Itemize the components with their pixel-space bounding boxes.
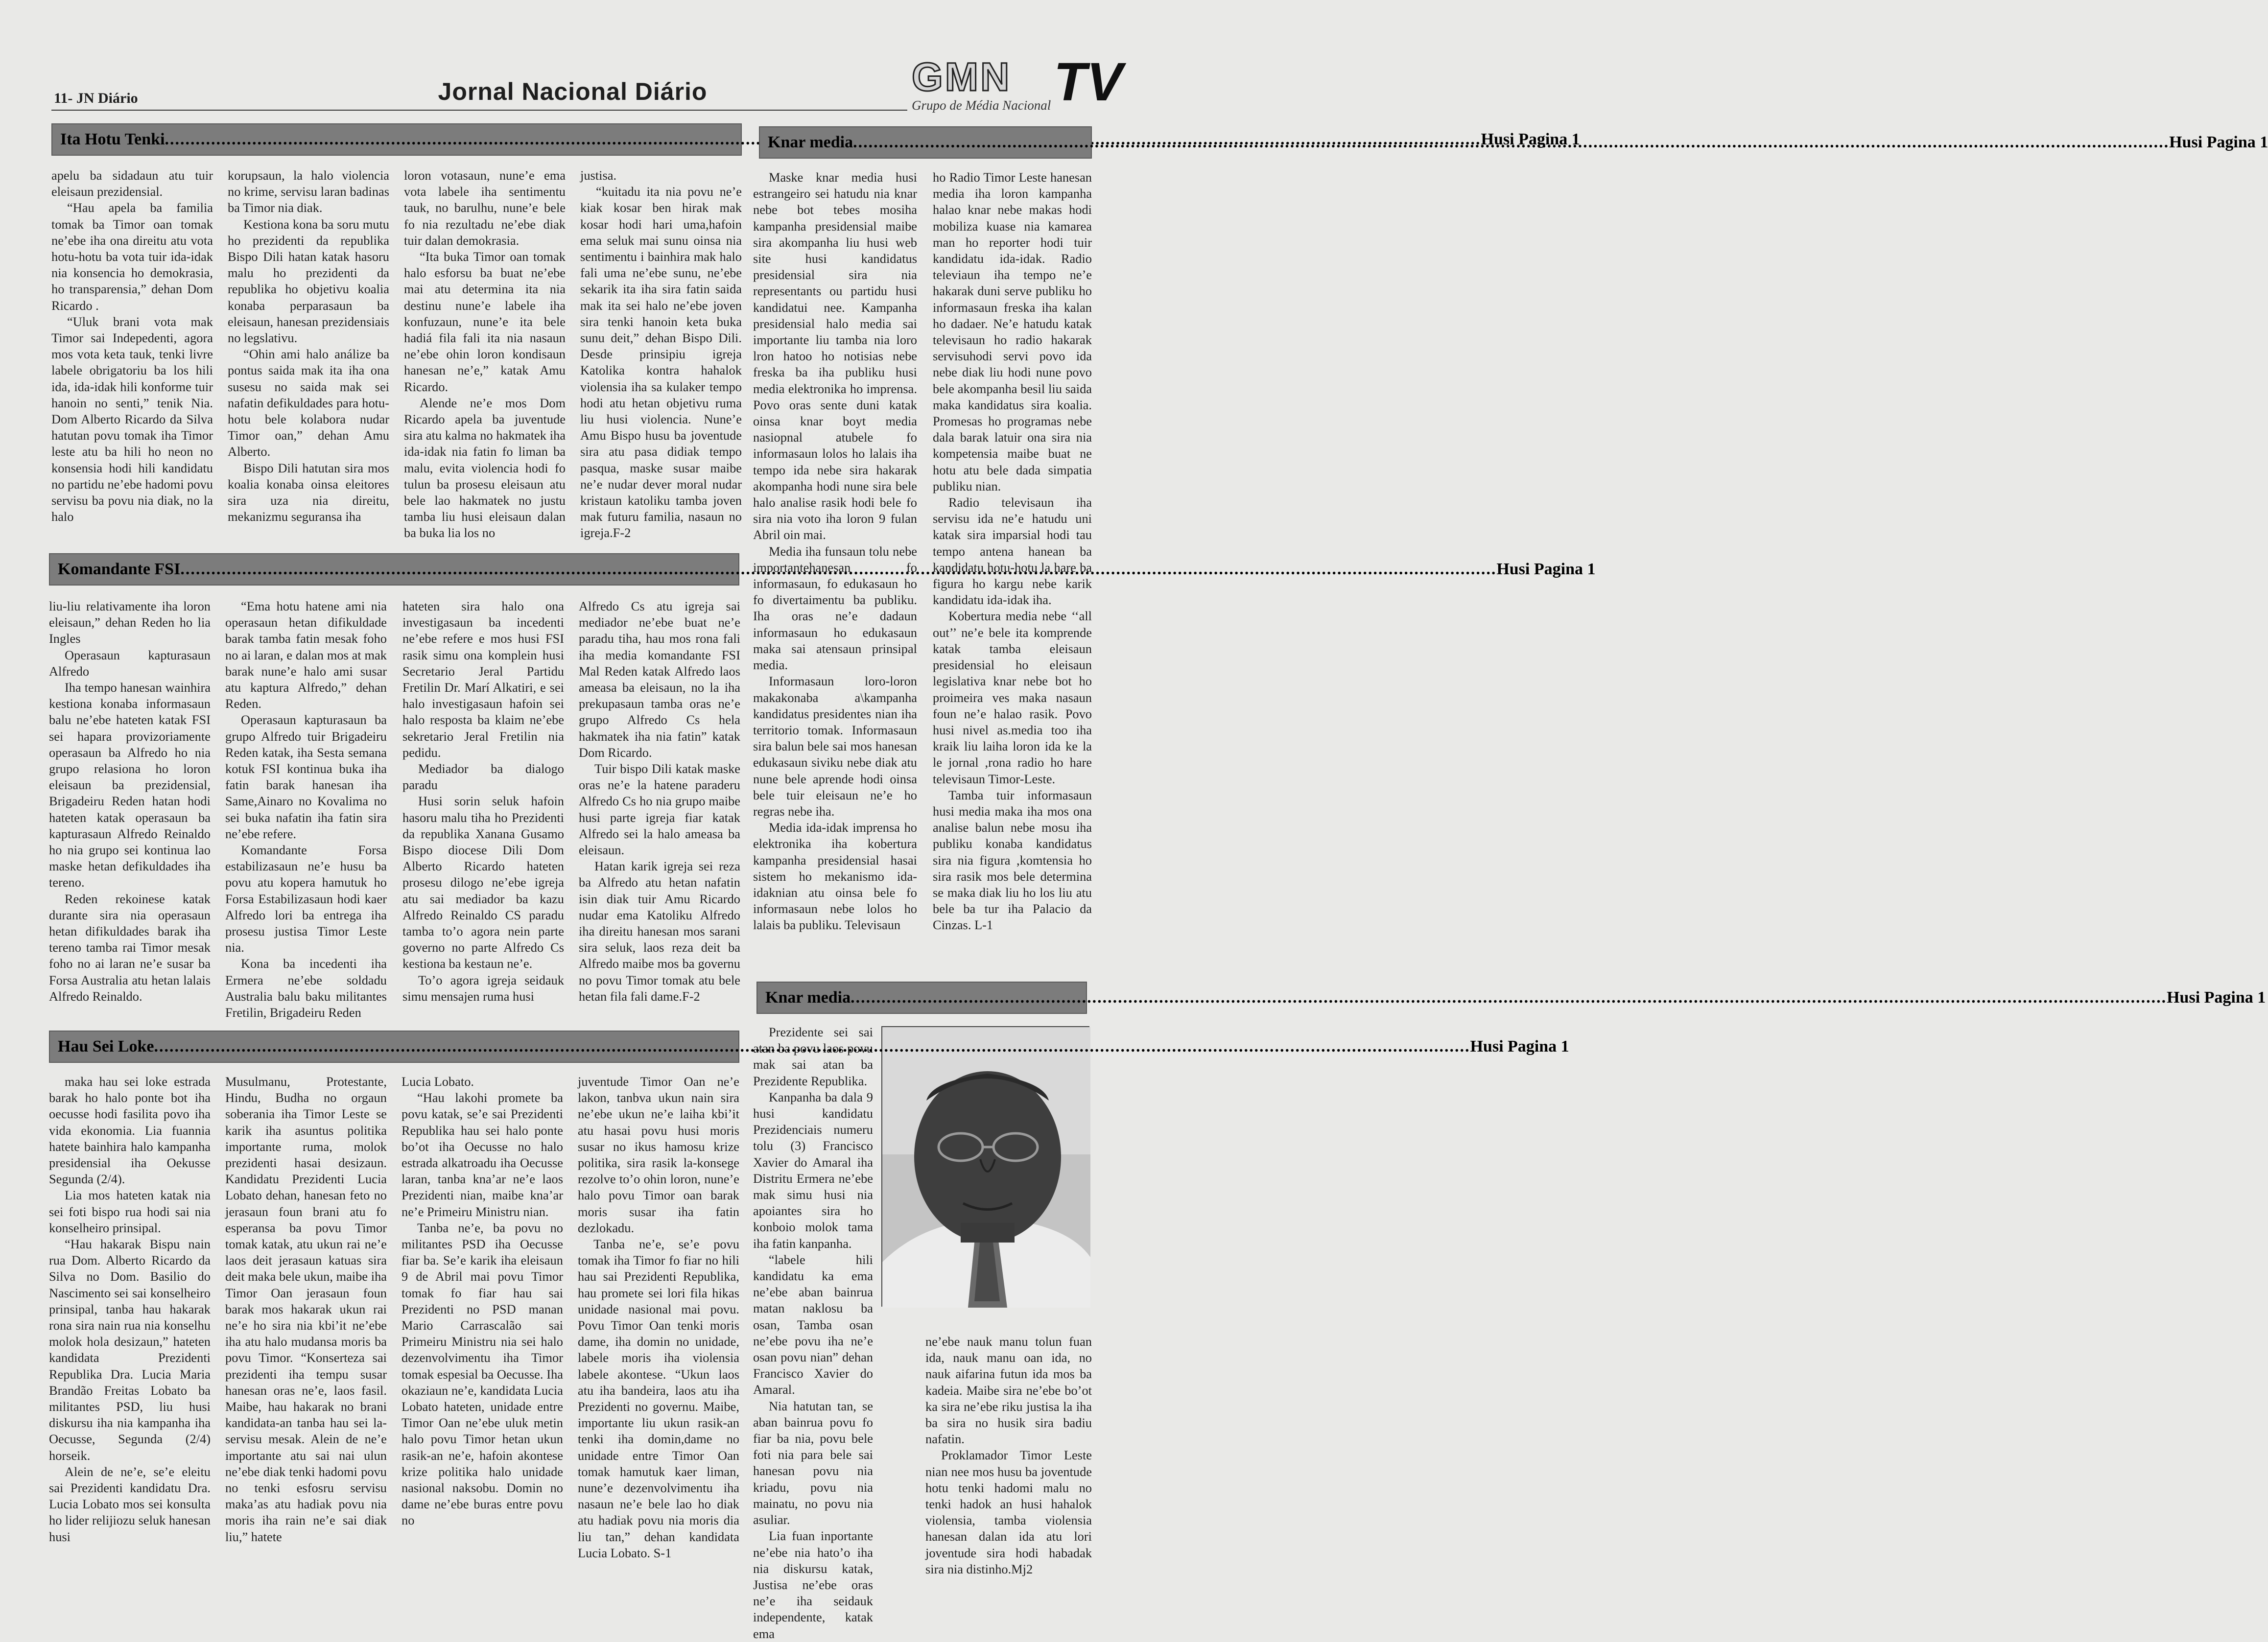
paragraph: Operasaun kapturasaun ba grupo Alfredo tuir Brigadeiru Reden katak, iha Sesta semana kotuk FSI kontinua buka iha fatin barak hanesan iha Same,Ainaro no Kovalima no sei buka nafatin iha fatin sira ne’ebe refere. <box>225 712 387 841</box>
section-bar-komandante-fsi <box>49 553 1596 586</box>
paragraph: korupsaun, la halo violencia no krime, servisu laran badinas ba Timor nia diak. <box>228 168 389 215</box>
page-reference: Husi Pagina 1 <box>1481 130 1580 148</box>
paragraph: Reden rekoinese katak durante sira nia operasaun hetan difikuldades barak iha tereno tamba rai Timor mesak foho no ai laran ne’e susar ba Forsa Australia atu hetan lalais Alfredo Reinaldo. <box>49 891 211 1004</box>
paragraph: Tuir bispo Dili katak maske oras ne’e la hatene paraderu Alfredo Cs ho nia grupo maibe husi parte igreja fiar katak Alfredo sei la halo ameasa ba eleisaun. <box>579 761 740 858</box>
paragraph: Tamba tuir informasaun husi media maka iha mos ona analise balun nebe mosu iha publiku konaba kandidatus sira nia figura ,komtensia ho sira rasik mos bele determina se maka diak liu ho los liu atu bele ba tur iha Palacio da Cinzas. L-1 <box>933 787 1092 933</box>
paragraph: “Hau lakohi promete ba povu katak, se’e sai Prezidenti Republika hau sei halo ponte bo’ot iha Oecusse no halo estrada alkatroadu iha Oecusse laran, tanba kna’ar ne’e laos Prezidenti nian, maibe kna’ar ne’e Primeiru Ministru nian. <box>402 1090 563 1219</box>
section-title: Knar media <box>768 133 853 151</box>
article-column <box>49 1074 211 1589</box>
paragraph: Husi sorin seluk hafoin hasoru malu tiha ho Prezidenti da republika Xanana Gusamo Bispo diocese Dili Dom Alberto Ricardo hateten prosesu dilogo ne’ebe igreja atu sai mediador ba kazu Alfredo Reinaldo CS paradu tamba to’o agora nein parte governo no parte Alfredo Cs kestiona ba kestaun ne’e. <box>402 794 564 971</box>
paragraph: maka hau sei loke estrada barak ho halo ponte bot iha oecusse hodi fasilita povo iha vida ekonomia. Lia fuannia hatete bainhira halo kampanha presidensial iha Oekusse Segunda (2/4). <box>49 1074 211 1187</box>
paragraph: Bispo Dili hatutan sira mos koalia konaba oinsa eleitores sira uza nia direitu, mekanizmu seguransa iha <box>228 460 389 524</box>
paragraph: Kanpanha ba dala 9 husi kandidatu Prezidenciais numeru tolu (3) Francisco Xavier do Amaral iha Distritu Ermera ne’ebe mak simu husi nia apoiantes sira ho konboio molok tama iha fatin kanpanha. <box>753 1089 873 1251</box>
article-column <box>225 1074 387 1589</box>
page-number: 11- JN Diário <box>54 90 138 106</box>
paragraph: Tanba ne’e, se’e povu tomak iha Timor fo fiar no hili hau sai Prezidenti Republika, hau promete sei lori fila hikas unidade nasional mai povu. Povu Timor Oan tenki moris dame, iha domin no unidade, labele moris iha violensia labele akontese. “Ukun laos atu iha bandeira, laos atu iha Prezidenti no governu. Maibe, importante liu ukun rasik-an tenki iha domin,dame no unidade entre Timor Oan tomak hamutuk kaer liman, nune’e dezenvolvimentu iha nasaun ne’e bele lao ho diak atu hadiak povu nia moris dia liu tan,” dehan kandidata Lucia Lobato. S-1 <box>578 1237 739 1560</box>
paragraph: Mediador ba dialogo paradu <box>402 761 564 793</box>
article-column <box>579 598 740 1024</box>
gmn-tv-logo <box>912 52 1123 114</box>
paragraph: justisa. <box>580 168 617 183</box>
paragraph: Alfredo Cs atu igreja sai mediador ne’ebe buat ne’e paradu tiha, hau mos rona fali iha media komandante FSI Mal Reden katak Alfredo laos ameasa ba eleisaun, no la iha prekupasaun tamba oras ne’e grupo Alfredo Cs hela hakmatek iha nia fatin” katak Dom Ricardo. <box>579 599 740 760</box>
article-column <box>225 598 387 1024</box>
paragraph: Tanba ne’e, ba povu no militantes PSD iha Oecusse fiar ba. Se’e karik iha eleisaun 9 de Abril mai povu Timor tomak fo fiar hau sai Prezidenti no PSD manan Mario Carrascalão sai Primeiru Ministru nia sei halo dezenvolvimentu iha Timor tomak espesial ba Oecusse. Iha okaziaun ne’e, kandidata Lucia Lobato hateten, unidade entre Timor Oan ne’ebe uluk metin halo povu Timor hetan ukun rasik-an ne’e, hafoin akontese krize politika halo unidade nasional naksobu. Domin no dame ne’ebe buras entre povu no <box>402 1220 563 1528</box>
paragraph: “labele hili kandidatu ka ema ne’ebe aban bainrua matan naklosu ba osan, Tamba osan ne’ebe povu iha ne’e osan povu nian” dehan Francisco Xavier do Amaral. <box>753 1252 873 1397</box>
paragraph: ne’ebe nauk manu tolun fuan ida, nauk manu oan ida, no nauk aifarina futun ida mos ba kadeia. Maibe sira ne’ebe bo’ot ka sira ne’ebe riku justisa la iha ba sira no husik sira badiu nafatin. <box>925 1334 1092 1447</box>
paragraph: Kobertura media nebe ‘‘all out’’ ne’e bele ita komprende katak tamba eleisaun presidensial ho eleisaun legislativa knar nebe bot ho proimeira ves maka nasaun foun ne’e halao rasik. Povo husi nivel as.media too iha kraik liu laiha loron ida ke la le jornal ,rona radio ho hare televisaun Timor-Leste. <box>933 609 1092 786</box>
article-column <box>753 1024 873 1641</box>
article-column <box>402 1074 563 1589</box>
paragraph: Radio televisaun iha servisu ida ne’e hatudu uni katak sira imparsial hodi tau tempo antena hanean ba kandidatu hotu-hotu la hare ba figura ho kargu nebe karik kandidatu ida-idak iha. <box>933 495 1092 608</box>
page-reference: Husi Pagina 1 <box>2167 988 2266 1007</box>
paragraph: Operasaun kapturasaun Alfredo <box>49 647 211 679</box>
header-rule <box>51 110 907 111</box>
paragraph: “Ita buka Timor oan tomak halo esforsu ba buat ne’ebe mai atu determina ita nia destinu nune’e labele iha konfuzaun, nune’e ita bele hadiá fila fali ita nia nasaun ne’ebe ohin loron kondisaun hanesan ne’e,” katak Amu Ricardo. <box>404 249 566 394</box>
article-column <box>228 167 389 547</box>
section-title: Komandante FSI <box>58 560 181 578</box>
paragraph: “Uluk brani vota mak Timor sai Indepedenti, agora mos vota keta tauk, tenki livre labele obrigatoriu ba los hili ida, ida-idak hili konforme tuir hanoin no senti,” tenik Nia. Dom Alberto Ricardo da Silva hatutan povu tomak iha Timor leste atu ba hili ho neon no konsensia hodi hili kandidatu no partidu ne’ebe hadomi povu servisu ba povu nia diak, no la halo <box>51 314 213 524</box>
logo-number: TV <box>1054 52 1123 112</box>
paragraph: Iha tempo hanesan wainhira kestiona konaba informasaun balu ne’ebe hateten katak FSI sei hapara provizoriamente operasaun ba Alfredo ho nia grupo relasiona ho loron eleisaun ba prezidensial, Brigadeiru Reden hatan hodi hateten katak operasaun ba kapturasaun Alfredo Reinaldo ho nia grupo sei kontinua lao maske hetan defikuldades iha tereno. <box>49 680 211 890</box>
paragraph: “Ema hotu hatene ami nia operasaun hetan difikuldade barak tamba fatin mesak foho no ai laran, e dalan mos at mak barak nune’e halo ami susar atu kaptura Alfredo,” dehan Reden. <box>225 599 387 711</box>
leader-dots <box>154 1032 1470 1062</box>
paragraph: “Hau hakarak Bispu nain rua Dom. Alberto Ricardo da Silva no Dom. Basilio do Nascimento sei sai konselheiro prinsipal, tanba hau hakarak rona sira nain rua nia konselhu molok hola desizaun,” hateten kandidata Prezidenti Republika Dra. Lucia Maria Brandão Freitas Lobato ba militantes PSD, liu husi diskursu iha nia kampanha iha Oecusse, Segunda (2/4) horseik. <box>49 1237 211 1463</box>
page-reference: Husi Pagina 1 <box>1470 1037 1569 1056</box>
paragraph: To’o agora igreja seidauk simu mensajen ruma husi <box>402 972 564 1004</box>
paragraph: Media ida-idak imprensa ho elektronika iha kobertura kampanha presidensial hasai sistem ho mekanismo ida-idaknian atu oinsa bele fo informasaun nebe lolos ho lalais ba publiku. Televisaun <box>753 820 917 933</box>
paragraph: Kestiona kona ba soru mutu ho prezidenti da republika Bispo Dili hatan katak hasoru malu ho prezidenti da republika ho objetivu koalia konaba perparasaun ba eleisaun, hanesan prezidensiais no legslativu. <box>228 216 389 346</box>
logo-letters: GMN <box>912 55 1012 99</box>
paragraph: Alende ne’e mos Dom Ricardo apela ba juventude sira atu kalma no hakmatek iha ida-idak nia fatin fo liman ba malu, evita violencia hodi fo tulun ba prosesu eleisaun atu bele lao hakmatek no justu tamba liu husi eleisaun dalan ba buka lia los no <box>404 395 566 540</box>
paragraph: Proklamador Timor Leste nian nee mos husu ba joventude hotu tenki hadomi malu no tenki hadok an husi hahalok violensia, tamba violensia hanesan dalan ida atu lori joventude sira hodi habadak sira nia distinho.Mj2 <box>925 1448 1092 1576</box>
section-title: Ita Hotu Tenki <box>60 130 165 148</box>
page-reference: Husi Pagina 1 <box>2169 133 2268 151</box>
leader-dots <box>850 983 2167 1013</box>
portrait-image <box>882 1027 1090 1308</box>
candidate-portrait-photo <box>881 1026 1089 1307</box>
paragraph: Alein de ne’e, se’e eleitu sai Prezidenti kandidatu Dra. Lucia Lobato mos sei konsulta ho lider relijiozu seluk hanesan husi <box>49 1464 211 1544</box>
paragraph: Hatan karik igreja sei reza ba Alfredo atu hetan nafatin isin diak tuir Amu Ricardo nudar ema Katoliku Alfredo iha direitu hanesan mos sarani sira seluk, laos reza deit ba Alfredo maibe mos ba governu no povu Timor tomak atu bele hetan fila fali dame.F-2 <box>579 859 740 1004</box>
paragraph: Media iha funsaun tolu nebe importantehanesan fo informasaun, fo edukasaun ho fo divertaimentu ba publiku. Iha oras ne’e dadaun informasaun ho edukasaun maka sai atensaun prinsipal media. <box>753 543 917 673</box>
paragraph: “Hau apela ba familia tomak ba Timor oan tomak ne’ebe iha ona direitu atu vota hotu-hotu ba vota tuir ida-idak nia konsencia ho demokrasia, ho transparensia,” dehan Dom Ricardo . <box>51 200 213 313</box>
article-column <box>402 598 564 1024</box>
section-title: Knar media <box>765 988 851 1007</box>
section-bar-knar-media <box>759 126 2268 159</box>
paragraph: liu-liu relativamente iha loron eleisaun,” dehan Reden ho lia Ingles <box>49 599 211 646</box>
leader-dots <box>180 554 1496 585</box>
paragraph: “kuitadu ita nia povu ne’e kiak kosar ben hirak mak kosar hodi hari uma,hafoin ema seluk mai sunu oinsa nia sentimentu i bainhira mak halo fali uma ne’ebe sunu, ne’ebe sekarik ita iha sira fatin saida mak ita sei halo ne’ebe joven sira tenki hanoin keta buka sunu deit,” dehan Bispo Dili. Desde prinsipiu igreja Katolika kontra hahalok violensia iha sa kulaker tempo hodi atu hetan objetivu ruma liu husi violencia. Nune’e Amu Bispo husu ba joventude sira atu pasa didiak tempo pasqua, maske susar maibe ne’e nudar dever moral nudar kristaun katoliku tamba joven mak futuru familia, nasaun no igreja.F-2 <box>580 184 742 540</box>
article-column <box>925 1334 1092 1588</box>
paragraph: Nia hatutan tan, se aban bainrua povu fo fiar ba nia, povu bele foti nia para bele sai hanesan povu nia kriadu, povu nia mainatu, no povu nia asuliar. <box>753 1398 873 1527</box>
article-column <box>49 598 211 1024</box>
paragraph: apelu ba sidadaun atu tuir eleisaun prezidensial. <box>51 168 213 199</box>
masthead-title: Jornal Nacional Diário <box>438 78 708 105</box>
article-column <box>580 167 742 547</box>
paragraph: hateten sira halo ona investigasaun ba incedenti ne’ebe refere e mos husi FSI rasik simu ona komplein husi Secretario Jeral Partidu Fretilin Dr. Marí Alkatiri, e sei halo investigasaun hafoin sei halo resposta ba klaim ne’ebe sekretario Jeral Fretilin nia pedidu. <box>402 599 564 760</box>
leader-dots <box>853 127 2169 158</box>
article-column <box>404 167 566 547</box>
paragraph: juventude Timor Oan ne’e lakon, tanbva ukun nain sira ne’ebe ukun ne’e laiha kbi’it atu hasai povu husi moris susar no ikus hamosu krize politika, sira rasik la-konsege rezolve to’o ohin loron, nune’e halo povu Timor oan barak moris susar iha fatin dezlokadu. <box>578 1074 739 1235</box>
paragraph: loron votasaun, nune’e ema vota labele iha sentimentu tauk, no barulhu, nune’e bele fo nia rezultadu ne’ebe diak tuir dalan demokrasia. <box>404 168 566 248</box>
logo-subtitle: Grupo de Média Nacional <box>912 98 1051 113</box>
paragraph: Lia mos hateten katak nia sei foti bispo rua hodi sai nia konselheiro prinsipal. <box>49 1188 211 1235</box>
paragraph: Maske knar media husi estrangeiro sei hatudu nia knar nebe bot tebes mosiha kampanha presidensial maibe sira akompanha liu husi web site husi kandidatus presidensial sira nia representants ou partidu husi kandidatui nee. Kampanha presidensial halo media sai importante liu tamba nia loro lron hatoo ho notisias nebe freska ba iha publiku husi media elektronika ho imprensa. Povo oras sente duni katak oinsa knar boyt media nasiopnal atubele fo informasaun lolos ho lalais iha tempo ida nebe sira hakarak akompanha hodi nune sira bele halo analise rasik hodi bele fo sira nia voto iha loron 9 fulan Abril oin mai. <box>753 170 917 542</box>
paragraph: ho Radio Timor Leste hanesan media iha loron kampanha halao knar nebe makas hodi mobiliza kuase nia kamarea man ho reporter hodi tuir kandidatu ida-idak. Radio televiaun iha tempo ne’e hakarak duni serve publiku ho informasaun freska iha kalan ho dadaer. Ne’e hatudu katak televisaun ho radio hakarak servisuhodi servi povo ida nebe diak liu hodi nune povo bele akompanha besil liu saida maka kandidatus sira koalia. Promesas ho programas nebe dala barak latuir ona sira nia kompetensia maibe buat ne hotu atu bele dada simpatia publiku nian. <box>933 170 1092 493</box>
page-reference: Husi Pagina 1 <box>1496 560 1596 578</box>
article-column <box>51 167 213 547</box>
paragraph: Prezidente sei sai atan ba povu laos povu mak sai atan ba Prezidente Republika. <box>753 1025 873 1088</box>
paragraph: Lucia Lobato. <box>402 1074 474 1089</box>
paragraph: Musulmanu, Protestante, Hindu, Budha no orgaun soberania iha Timor Leste se karik iha asuntus politika importante ruma, molok prezidenti hasai desizaun. Kandidatu Prezidenti Lucia Lobato dehan, hanesan feto no jerasaun foun brani atu fo esperansa ba povu Timor tomak katak, atu ukun rai ne’e laos deit jerasaun katuas sira deit maka bele ukun, maibe iha Timor Oan jerasaun foun barak mos hakarak ukun rai ne’e ho sira nia kbi’it ne’ebe iha atu halo mudansa moris ba povu Timor. “Konserteza sai prezidenti iha tempu susar hanesan oras ne’e, laos fasil. Maibe, hau hakarak no brani kandidata-an tanba hau sei la-servisu mesak. Alein de ne’e importante atu sai nai ulun ne’ebe diak tenki hadomi povu no tenki esfosru servisu maka’as atu hadiak povu nia moris iha rain ne’e sai diak liu,” hatete <box>225 1074 387 1544</box>
paragraph: “Ohin ami halo análize ba pontus saida mak ita iha ona susesu no saida mak sei nafatin defikuldades para hotu-hotu bele kolabora nudar Timor oan,” dehan Amu Alberto. <box>228 347 389 459</box>
paragraph: Lia fuan inportante ne’ebe nia hato’o iha nia diskursu katak, Justisa ne’ebe oras ne’e iha seidauk independente, katak ema <box>753 1528 873 1641</box>
paragraph: Komandante Forsa estabilizasaun ne’e husu ba povu atu kopera hamutuk ho Forsa Estabilizasaun hodi kaer Alfredo lori ba entrega iha prosesu justisa Timor Leste nia. <box>225 843 387 955</box>
section-title: Hau Sei Loke <box>58 1037 154 1056</box>
paragraph: Kona ba incedenti iha Ermera ne’ebe soldadu Australia balu baku militantes Fretilin, Brigadeiru Reden <box>225 956 387 1020</box>
paragraph: Informasaun loro-loron makakonaba a\kampanha kandidatus presidentes nian iha territorio tomak. Informasaun sira balun bele sai mos hanesan edukasaun siviku nebe diak atu nune bele aprende hodi oinsa bele tuir eleisaun ne’e ho regras nebe iha. <box>753 674 917 819</box>
section-bar-knar-media-2 <box>756 982 2266 1014</box>
article-column <box>578 1074 739 1589</box>
